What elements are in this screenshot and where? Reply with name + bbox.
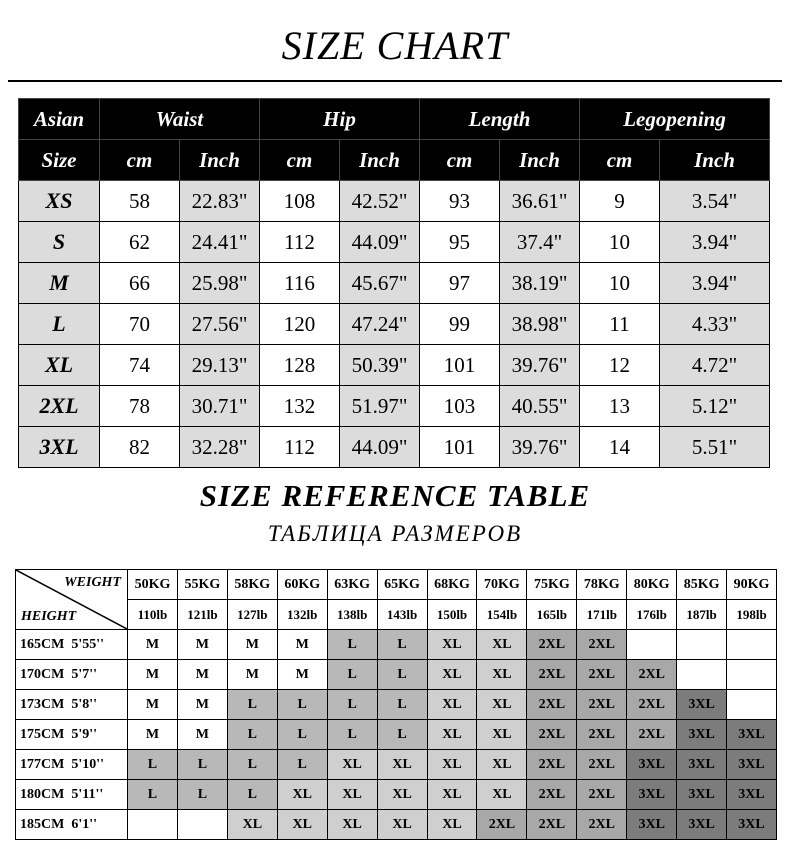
ref-row xyxy=(16,690,777,720)
ref-size-cell: L xyxy=(277,720,327,750)
ref-height-cell: 165CM 5'55'' xyxy=(16,630,128,660)
chart-value-cell: 101 xyxy=(420,345,500,386)
chart-value-cell: 4.72" xyxy=(660,345,770,386)
ref-size-cell xyxy=(177,810,227,840)
ref-size-cell: XL xyxy=(377,780,427,810)
ref-size-cell xyxy=(677,660,727,690)
ref-size-cell: XL xyxy=(277,810,327,840)
ref-size-cell: XL xyxy=(427,660,477,690)
chart-value-cell: 74 xyxy=(100,345,180,386)
header-legopening: Legopening xyxy=(580,99,770,140)
header-length: Length xyxy=(420,99,580,140)
ref-size-cell: 3XL xyxy=(677,780,727,810)
ref-size-cell: M xyxy=(177,720,227,750)
ref-weight-kg: 75KG xyxy=(527,570,577,600)
chart-row xyxy=(19,181,770,222)
ref-size-cell: XL xyxy=(327,810,377,840)
ref-size-cell: M xyxy=(128,690,178,720)
chart-value-cell: 38.98" xyxy=(500,304,580,345)
chart-value-cell: 9 xyxy=(580,181,660,222)
ref-weight-kg: 65KG xyxy=(377,570,427,600)
ref-size-cell: XL xyxy=(477,720,527,750)
chart-size-cell: S xyxy=(19,222,100,263)
chart-value-cell: 51.97" xyxy=(340,386,420,427)
size-reference-table xyxy=(15,569,777,840)
chart-value-cell: 116 xyxy=(260,263,340,304)
chart-value-cell: 10 xyxy=(580,222,660,263)
ref-size-cell: 3XL xyxy=(727,750,777,780)
ref-height-cell: 177CM 5'10'' xyxy=(16,750,128,780)
ref-size-cell: 2XL xyxy=(527,720,577,750)
ref-row xyxy=(16,630,777,660)
ref-size-cell: 3XL xyxy=(727,780,777,810)
ref-size-cell: 2XL xyxy=(627,660,677,690)
chart-value-cell: 78 xyxy=(100,386,180,427)
ref-size-cell: 2XL xyxy=(577,780,627,810)
ref-size-cell: L xyxy=(327,660,377,690)
ref-weight-lb: 198lb xyxy=(727,600,777,630)
ref-size-cell: XL xyxy=(477,630,527,660)
ref-size-cell: 3XL xyxy=(727,810,777,840)
chart-value-cell: 112 xyxy=(260,222,340,263)
ref-size-cell: L xyxy=(227,690,277,720)
ref-header-row-lb xyxy=(16,600,777,630)
ref-size-cell: L xyxy=(227,720,277,750)
ref-size-cell: 3XL xyxy=(627,750,677,780)
chart-header-row-units xyxy=(19,140,770,181)
chart-value-cell: 42.52" xyxy=(340,181,420,222)
ref-weight-lb: 127lb xyxy=(227,600,277,630)
chart-value-cell: 10 xyxy=(580,263,660,304)
header-hip-inch: Inch xyxy=(340,140,420,181)
chart-value-cell: 58 xyxy=(100,181,180,222)
chart-value-cell: 44.09" xyxy=(340,222,420,263)
ref-size-cell: L xyxy=(377,690,427,720)
ref-size-cell: 2XL xyxy=(477,810,527,840)
ref-weight-lb: 165lb xyxy=(527,600,577,630)
header-asian: Asian xyxy=(19,99,100,140)
ref-weight-kg: 60KG xyxy=(277,570,327,600)
chart-value-cell: 95 xyxy=(420,222,500,263)
header-length-inch: Inch xyxy=(500,140,580,181)
ref-size-cell: 2XL xyxy=(527,630,577,660)
ref-height-cell: 175CM 5'9'' xyxy=(16,720,128,750)
chart-value-cell: 38.19" xyxy=(500,263,580,304)
ref-weight-kg: 58KG xyxy=(227,570,277,600)
ref-size-cell: L xyxy=(128,780,178,810)
ref-size-cell: L xyxy=(277,750,327,780)
ref-size-cell: M xyxy=(128,720,178,750)
ref-size-cell: 3XL xyxy=(727,720,777,750)
chart-value-cell: 29.13" xyxy=(180,345,260,386)
ref-size-cell xyxy=(727,690,777,720)
ref-size-cell: 2XL xyxy=(527,690,577,720)
ref-row xyxy=(16,810,777,840)
ref-size-cell: XL xyxy=(427,750,477,780)
header-leg-cm: cm xyxy=(580,140,660,181)
ref-height-cell: 185CM 6'1'' xyxy=(16,810,128,840)
ref-size-cell: XL xyxy=(377,810,427,840)
chart-size-cell: 3XL xyxy=(19,427,100,468)
ref-size-cell: XL xyxy=(477,660,527,690)
chart-value-cell: 37.4" xyxy=(500,222,580,263)
ref-size-cell: L xyxy=(327,720,377,750)
chart-value-cell: 32.28" xyxy=(180,427,260,468)
chart-value-cell: 93 xyxy=(420,181,500,222)
ref-size-cell: L xyxy=(177,780,227,810)
chart-value-cell: 4.33" xyxy=(660,304,770,345)
ref-size-cell: M xyxy=(177,630,227,660)
ref-size-cell: L xyxy=(327,630,377,660)
ref-size-cell: 2XL xyxy=(527,660,577,690)
chart-value-cell: 14 xyxy=(580,427,660,468)
chart-value-cell: 101 xyxy=(420,427,500,468)
ref-corner-cell xyxy=(16,570,128,630)
ref-weight-kg: 68KG xyxy=(427,570,477,600)
ref-height-cell: 170CM 5'7'' xyxy=(16,660,128,690)
ref-size-cell: M xyxy=(227,660,277,690)
chart-value-cell: 50.39" xyxy=(340,345,420,386)
ref-size-cell: 3XL xyxy=(677,750,727,780)
ref-size-cell: 2XL xyxy=(527,810,577,840)
chart-value-cell: 12 xyxy=(580,345,660,386)
ref-size-cell: M xyxy=(277,630,327,660)
ref-size-cell: L xyxy=(377,660,427,690)
ref-size-cell: M xyxy=(177,660,227,690)
header-waist-inch: Inch xyxy=(180,140,260,181)
chart-value-cell: 27.56" xyxy=(180,304,260,345)
header-leg-inch: Inch xyxy=(660,140,770,181)
chart-row xyxy=(19,263,770,304)
chart-value-cell: 39.76" xyxy=(500,427,580,468)
chart-row xyxy=(19,345,770,386)
height-label: HEIGHT xyxy=(21,609,77,624)
ref-weight-kg: 63KG xyxy=(327,570,377,600)
chart-value-cell: 99 xyxy=(420,304,500,345)
ref-size-cell: XL xyxy=(477,780,527,810)
ref-size-cell xyxy=(677,630,727,660)
ref-weight-kg: 85KG xyxy=(677,570,727,600)
ref-size-cell xyxy=(627,630,677,660)
ref-size-cell: 2XL xyxy=(577,720,627,750)
chart-value-cell: 82 xyxy=(100,427,180,468)
ref-size-cell: L xyxy=(227,780,277,810)
ref-size-cell: L xyxy=(377,630,427,660)
chart-size-cell: L xyxy=(19,304,100,345)
reference-subtitle: ТАБЛИЦА РАЗМЕРОВ xyxy=(267,521,523,546)
ref-weight-kg: 70KG xyxy=(477,570,527,600)
ref-weight-lb: 121lb xyxy=(177,600,227,630)
ref-size-cell: 3XL xyxy=(677,720,727,750)
ref-row xyxy=(16,750,777,780)
ref-size-cell: 3XL xyxy=(627,810,677,840)
ref-size-cell: L xyxy=(227,750,277,780)
ref-size-cell: 2XL xyxy=(577,690,627,720)
chart-row xyxy=(19,222,770,263)
chart-value-cell: 47.24" xyxy=(340,304,420,345)
chart-row xyxy=(19,427,770,468)
ref-size-cell xyxy=(727,630,777,660)
chart-value-cell: 62 xyxy=(100,222,180,263)
ref-size-cell: 2XL xyxy=(627,720,677,750)
chart-value-cell: 70 xyxy=(100,304,180,345)
ref-size-cell: M xyxy=(277,660,327,690)
header-waist-cm: cm xyxy=(100,140,180,181)
ref-size-cell: XL xyxy=(427,780,477,810)
ref-size-cell: 2XL xyxy=(577,630,627,660)
ref-size-cell: 2XL xyxy=(527,750,577,780)
chart-value-cell: 36.61" xyxy=(500,181,580,222)
chart-value-cell: 103 xyxy=(420,386,500,427)
ref-size-cell: L xyxy=(177,750,227,780)
ref-size-cell: 2XL xyxy=(577,660,627,690)
ref-size-cell: L xyxy=(277,690,327,720)
size-chart-table xyxy=(18,98,770,468)
ref-size-cell: XL xyxy=(427,810,477,840)
ref-size-cell: XL xyxy=(427,630,477,660)
chart-value-cell: 25.98" xyxy=(180,263,260,304)
header-waist: Waist xyxy=(100,99,260,140)
ref-size-cell: XL xyxy=(477,750,527,780)
header-length-cm: cm xyxy=(420,140,500,181)
chart-value-cell: 3.94" xyxy=(660,222,770,263)
header-hip: Hip xyxy=(260,99,420,140)
ref-size-cell: 3XL xyxy=(677,690,727,720)
ref-size-cell: XL xyxy=(277,780,327,810)
ref-size-cell: M xyxy=(128,660,178,690)
chart-size-cell: 2XL xyxy=(19,386,100,427)
ref-row xyxy=(16,780,777,810)
chart-size-cell: M xyxy=(19,263,100,304)
chart-value-cell: 132 xyxy=(260,386,340,427)
chart-value-cell: 22.83" xyxy=(180,181,260,222)
chart-size-cell: XS xyxy=(19,181,100,222)
chart-size-cell: XL xyxy=(19,345,100,386)
chart-value-cell: 45.67" xyxy=(340,263,420,304)
chart-value-cell: 44.09" xyxy=(340,427,420,468)
chart-value-cell: 66 xyxy=(100,263,180,304)
chart-value-cell: 97 xyxy=(420,263,500,304)
header-size: Size xyxy=(19,140,100,181)
ref-size-cell: M xyxy=(128,630,178,660)
ref-size-cell: 2XL xyxy=(627,690,677,720)
ref-size-cell: 2XL xyxy=(577,750,627,780)
chart-value-cell: 40.55" xyxy=(500,386,580,427)
chart-row xyxy=(19,386,770,427)
chart-value-cell: 13 xyxy=(580,386,660,427)
chart-value-cell: 5.51" xyxy=(660,427,770,468)
ref-weight-lb: 171lb xyxy=(577,600,627,630)
chart-value-cell: 120 xyxy=(260,304,340,345)
ref-size-cell: M xyxy=(227,630,277,660)
ref-weight-lb: 154lb xyxy=(477,600,527,630)
ref-height-cell: 180CM 5'11'' xyxy=(16,780,128,810)
ref-size-cell: XL xyxy=(477,690,527,720)
chart-value-cell: 30.71" xyxy=(180,386,260,427)
chart-value-cell: 3.54" xyxy=(660,181,770,222)
ref-row xyxy=(16,660,777,690)
ref-size-cell: L xyxy=(327,690,377,720)
page-title: SIZE CHART xyxy=(281,23,509,68)
ref-weight-kg: 78KG xyxy=(577,570,627,600)
ref-weight-kg: 80KG xyxy=(627,570,677,600)
ref-size-cell: 2XL xyxy=(577,810,627,840)
weight-label: WEIGHT xyxy=(64,575,121,590)
ref-size-cell xyxy=(128,810,178,840)
chart-value-cell: 3.94" xyxy=(660,263,770,304)
ref-size-cell: 2XL xyxy=(527,780,577,810)
ref-size-cell: XL xyxy=(377,750,427,780)
chart-value-cell: 112 xyxy=(260,427,340,468)
ref-row xyxy=(16,720,777,750)
ref-weight-lb: 138lb xyxy=(327,600,377,630)
ref-size-cell xyxy=(727,660,777,690)
chart-value-cell: 39.76" xyxy=(500,345,580,386)
title-divider xyxy=(8,80,782,82)
ref-header-row-kg xyxy=(16,570,777,600)
ref-size-cell: XL xyxy=(427,690,477,720)
header-hip-cm: cm xyxy=(260,140,340,181)
ref-height-cell: 173CM 5'8'' xyxy=(16,690,128,720)
chart-value-cell: 11 xyxy=(580,304,660,345)
ref-size-cell: L xyxy=(377,720,427,750)
chart-row xyxy=(19,304,770,345)
ref-size-cell: XL xyxy=(427,720,477,750)
ref-weight-kg: 90KG xyxy=(727,570,777,600)
chart-header-row-groups xyxy=(19,99,770,140)
reference-title: SIZE REFERENCE TABLE xyxy=(199,478,591,513)
chart-value-cell: 108 xyxy=(260,181,340,222)
ref-size-cell: 3XL xyxy=(677,810,727,840)
ref-size-cell: XL xyxy=(327,750,377,780)
ref-weight-lb: 187lb xyxy=(677,600,727,630)
chart-value-cell: 5.12" xyxy=(660,386,770,427)
ref-weight-lb: 150lb xyxy=(427,600,477,630)
ref-weight-lb: 143lb xyxy=(377,600,427,630)
ref-weight-lb: 132lb xyxy=(277,600,327,630)
ref-weight-kg: 55KG xyxy=(177,570,227,600)
ref-size-cell: L xyxy=(128,750,178,780)
ref-weight-lb: 176lb xyxy=(627,600,677,630)
chart-value-cell: 24.41" xyxy=(180,222,260,263)
ref-size-cell: XL xyxy=(327,780,377,810)
chart-value-cell: 128 xyxy=(260,345,340,386)
ref-size-cell: 3XL xyxy=(627,780,677,810)
ref-weight-kg: 50KG xyxy=(128,570,178,600)
ref-size-cell: XL xyxy=(227,810,277,840)
ref-size-cell: M xyxy=(177,690,227,720)
ref-weight-lb: 110lb xyxy=(128,600,178,630)
